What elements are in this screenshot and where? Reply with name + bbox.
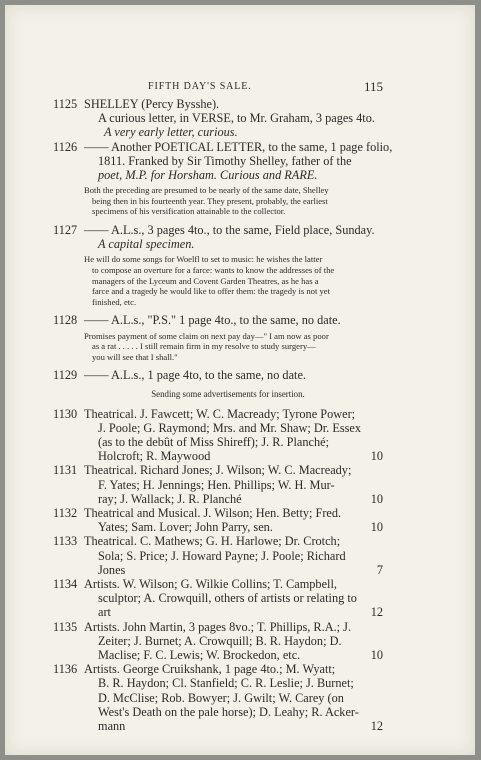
lot-number: 1132 — [53, 505, 78, 520]
page-content — [53, 79, 393, 734]
lot-number: 1135 — [53, 619, 78, 634]
lot-number: 1130 — [53, 406, 78, 421]
lot-number: 1125 — [53, 97, 78, 111]
lot-line-text: Jones — [98, 562, 126, 577]
lot-count: 7 — [376, 562, 383, 577]
page-number: 115 — [363, 79, 383, 94]
lot-entry — [53, 534, 383, 577]
lot-line-text: mann — [98, 719, 126, 734]
note-line: being then in his fourteenth year. They present, probably, the earliest — [92, 195, 328, 206]
lot-line: Zeiter; J. Burnet; A. Crowquill; B. R. Haydon; D. — [98, 633, 342, 648]
lot-entry — [53, 368, 383, 382]
lot-line-text: Holcroft; R. Maywood — [98, 449, 211, 464]
lot-line: Artists. John Martin, 3 pages 8vo.; T. Phillips, R.A.; J. — [84, 619, 352, 634]
lot-line: J. Poole; G. Raymond; Mrs. and Mr. Shaw; Dr. Essex — [98, 420, 362, 435]
lot-line: Theatrical. Richard Jones; J. Wilson; W. C. Macready; — [84, 463, 352, 478]
lot-line-text: Maclise; F. C. Lewis; W. Brockedon, etc. — [98, 648, 301, 663]
lot-entry — [53, 223, 383, 251]
lot-count: 12 — [370, 605, 383, 620]
lot-line-text: ray; J. Wallack; J. R. Planché — [98, 491, 242, 506]
note-line: finished, etc. — [92, 296, 137, 307]
lot-count: 10 — [370, 449, 383, 464]
lot-line: sculptor; A. Crowquill, others of artists or relating to — [98, 591, 357, 606]
note-line: you will see that I shall." — [92, 351, 178, 362]
lot-count: 10 — [370, 520, 383, 535]
lot-line: Sola; S. Price; J. Howard Payne; J. Poole; Richard — [98, 548, 346, 563]
lot-line-text: art — [98, 605, 111, 620]
lot-line-last — [84, 492, 383, 506]
lot-count: 10 — [370, 491, 383, 506]
catalogue-page — [5, 5, 475, 755]
lot-entry — [53, 313, 383, 327]
lot-line: —— A.L.s., 1 page 4to, to the same, no date. — [84, 368, 306, 383]
lot-line: —— Another POETICAL LETTER, to the same, 1 page folio, — [84, 139, 393, 154]
lot-line: Theatrical. J. Fawcett; W. C. Macready; Tyrone Power; — [84, 406, 356, 421]
lot-count: 12 — [370, 719, 383, 734]
lot-entry — [53, 463, 383, 506]
lot-entry — [53, 662, 383, 733]
note-line: as a rat . . . . . I still remain firm in my resolve to study surgery— — [92, 341, 316, 352]
lot-line-last — [84, 563, 383, 577]
running-header — [53, 79, 383, 95]
note-line: Both the preceding are presumed to be nearly of the same date, Shelley — [84, 185, 329, 196]
lot-count: 10 — [370, 648, 383, 663]
lot-note — [53, 185, 383, 217]
lot-line: D. McClise; Rob. Bowyer; J. Gwilt; W. Carey (on — [98, 690, 344, 705]
lot-line: poet, M.P. for Horsham. Curious and RARE. — [98, 168, 318, 183]
lot-line: West's Death on the pale horse); D. Leahy; R. Acker- — [98, 704, 359, 719]
note-line: He will do some songs for Woelfl to set to music: he wishes the latter — [84, 254, 323, 265]
lot-line: —— A.L.s., 3 pages 4to., to the same, Field place, Sunday. — [84, 223, 375, 237]
note-line: managers of the Lyceum and Covent Garden Theatres, as he has a — [92, 275, 319, 286]
lot-line-last — [84, 520, 383, 534]
lot-line: 1811. Franked by Sir Timothy Shelley, father of the — [98, 153, 352, 168]
lot-entry — [53, 577, 383, 620]
note-line: to compose an overture for a farce: wants to know the addresses of the — [92, 265, 335, 275]
lot-number: 1127 — [53, 223, 78, 237]
lot-line: B. R. Haydon; Cl. Stanfield; C. R. Leslie; J. Burnet; — [98, 676, 354, 691]
lot-line: SHELLEY (Percy Bysshe). — [84, 97, 220, 111]
note-line: farce and a tragedy he would like to offer them: the tragedy is not yet — [92, 286, 330, 297]
lot-number: 1131 — [53, 463, 78, 478]
lot-note — [53, 254, 383, 307]
lot-line: (as to the debût of Miss Shireff); J. R. Planché; — [98, 434, 329, 449]
lot-line: A curious letter, in VERSE, to Mr. Graham, 3 pages 4to. — [98, 111, 375, 126]
lot-line: A very early letter, curious. — [104, 125, 238, 140]
lot-note-centered: Sending some advertisements for insertion. — [151, 388, 305, 399]
lot-entry — [53, 97, 383, 140]
running-title: FIFTH DAY'S SALE. — [148, 81, 252, 92]
lot-number: 1129 — [53, 368, 78, 383]
lot-line: Theatrical. C. Mathews; G. H. Harlowe; Dr. Crotch; — [84, 534, 341, 549]
lot-number: 1134 — [53, 577, 78, 591]
lot-entry — [53, 139, 393, 183]
lot-entry — [53, 407, 383, 464]
lot-line-last — [84, 648, 383, 662]
lot-line: Artists. W. Wilson; G. Wilkie Collins; T. Campbell, — [84, 577, 337, 591]
note-line: specimens of his versification attainable to the collector. — [92, 206, 286, 217]
lot-line-last — [84, 719, 383, 733]
lot-line-last — [84, 449, 383, 463]
lot-line: Theatrical and Musical. J. Wilson; Hen. Betty; Fred. — [84, 505, 342, 520]
lot-entry — [53, 506, 383, 534]
lot-line: F. Yates; H. Jennings; Hen. Phillips; W. H. Mur- — [98, 477, 335, 492]
lot-line-text: Yates; Sam. Lover; John Parry, sen. — [98, 520, 273, 535]
lot-line-last — [84, 605, 383, 619]
note-line: Promises payment of some claim on next pay day—" I am now as poor — [84, 330, 329, 341]
lot-line: Artists. George Cruikshank, 1 page 4to.; M. Wyatt; — [84, 662, 336, 677]
lot-entry — [53, 620, 383, 663]
lot-line: A capital specimen. — [98, 237, 195, 252]
lot-number: 1126 — [53, 139, 78, 154]
lot-number: 1128 — [53, 313, 78, 328]
lot-line: —— A.L.s., "P.S." 1 page 4to., to the same, no date. — [84, 313, 341, 328]
lot-note — [53, 331, 383, 363]
lot-number: 1133 — [53, 534, 78, 549]
lot-number: 1136 — [53, 662, 78, 677]
